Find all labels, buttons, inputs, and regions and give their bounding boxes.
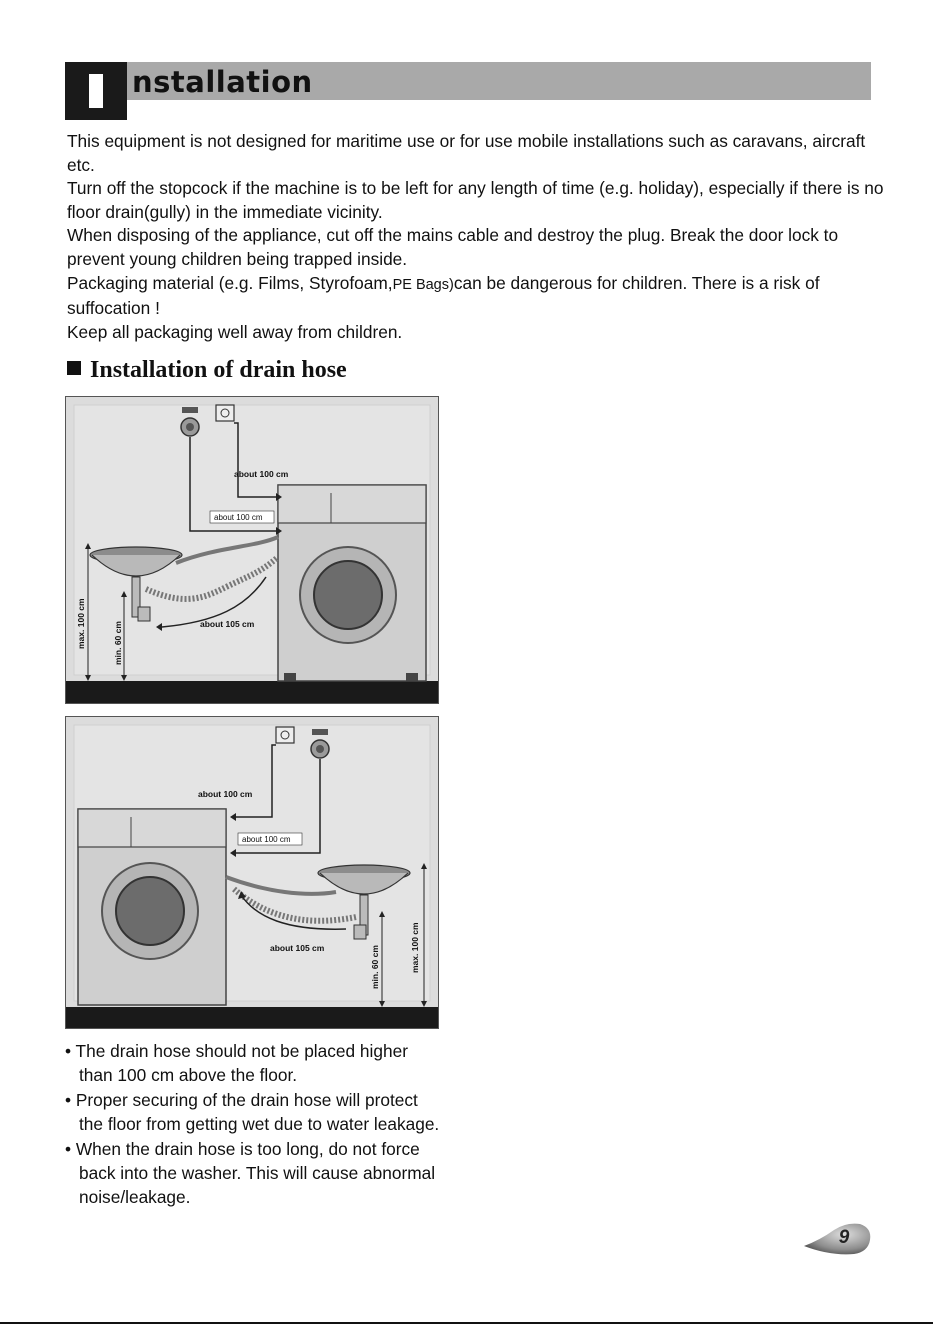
section-heading [67, 355, 347, 385]
intro-paragraph: Turn off the stopcock if the machine is to be left for any length of time (e.g. holiday), especially if there is no floor drain(gully) in the immediate vicinity. [67, 178, 884, 222]
floor [66, 681, 438, 703]
intro-text-part: Packaging material (e.g. Films, Styrofoam, [67, 272, 393, 293]
intro-paragraph: This equipment is not designed for maritime use or for use mobile installations such as caravans, aircraft etc. [67, 131, 866, 175]
note-item: • When the drain hose is too long, do not force back into the washer. This will cause abnormal noise/leakage. [65, 1139, 436, 1207]
label-hose-length: about 105 cm [270, 943, 325, 953]
washing-machine [278, 485, 426, 681]
intro-paragraph [67, 272, 887, 321]
power-socket-icon [276, 727, 294, 743]
label-max-height: max. 100 cm [410, 922, 420, 973]
washing-machine [78, 809, 226, 1005]
intro-text-part: can be dangerous for children. There is a risk of suffocation ! [67, 272, 820, 319]
label-cable-length: about 100 cm [234, 469, 289, 479]
label-cable-length: about 100 cm [198, 789, 253, 799]
intro-small-text: PE Bags) [392, 276, 454, 293]
label-min-height: min. 60 cm [113, 621, 123, 665]
figure-illustration [66, 397, 438, 703]
page-title: nstallation [132, 65, 313, 99]
intro-text [67, 130, 887, 344]
label-max-height: max. 100 cm [76, 598, 86, 649]
note-item: • The drain hose should not be placed higher than 100 cm above the floor. [65, 1041, 408, 1085]
power-socket-icon [216, 405, 234, 421]
drain-hose-figure-left-sink [65, 396, 439, 704]
figure-illustration [66, 717, 438, 1028]
square-bullet-icon [67, 361, 81, 375]
water-tap-icon [181, 407, 199, 436]
drain-hose-notes [65, 1040, 445, 1211]
section-title: Installation of drain hose [90, 357, 347, 383]
label-inlet-length: about 100 cm [214, 513, 263, 522]
label-inlet-length: about 100 cm [242, 835, 291, 844]
label-min-height: min. 60 cm [370, 945, 380, 989]
floor [66, 1007, 438, 1028]
intro-paragraph: Keep all packaging well away from children. [67, 321, 403, 342]
water-tap-icon [311, 729, 329, 758]
header-initial-letter [89, 74, 103, 108]
note-item: • Proper securing of the drain hose will protect the floor from getting wet due to water leakage. [65, 1090, 440, 1134]
intro-paragraph: When disposing of the appliance, cut off the mains cable and destroy the plug. Break the door lock to prevent young children being trapped inside. [67, 225, 839, 269]
label-hose-length: about 105 cm [200, 619, 255, 629]
drain-hose-figure-right-sink [65, 716, 439, 1029]
page-number: 9 [838, 1227, 850, 1248]
page-number-badge [800, 1220, 872, 1258]
